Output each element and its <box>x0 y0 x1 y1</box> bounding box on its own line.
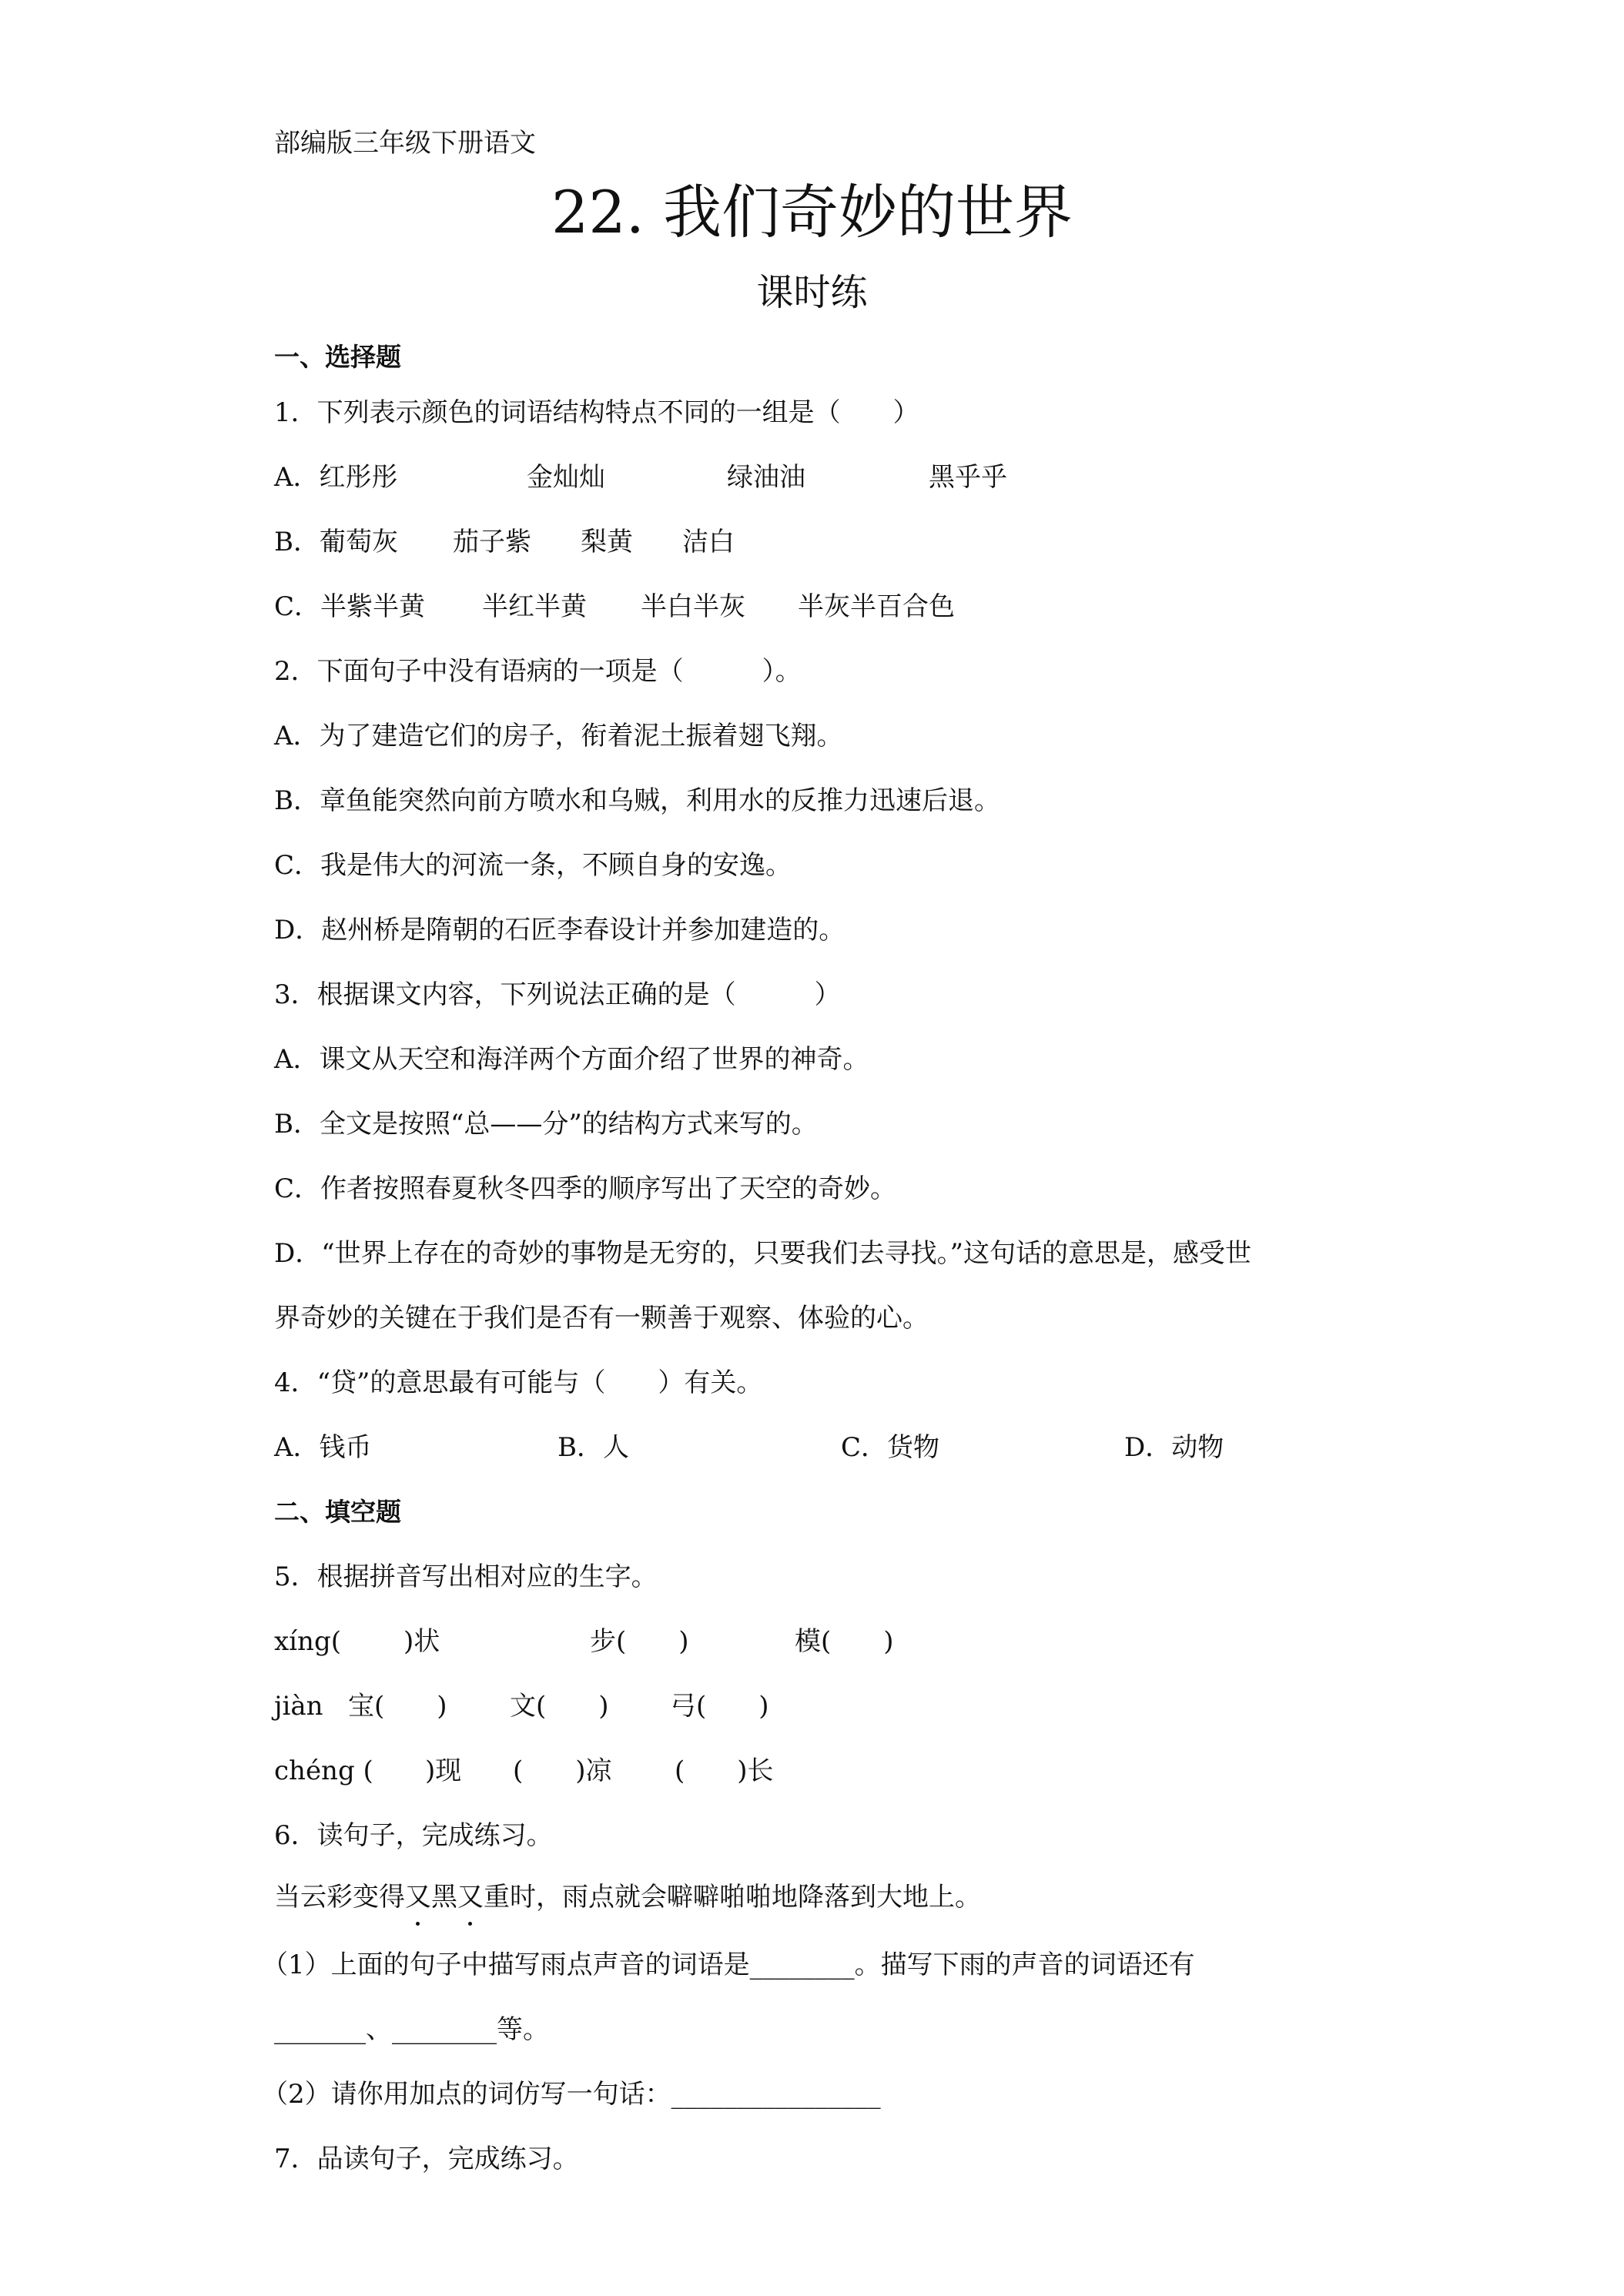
q1-option-c-word4: 半灰半百合色 <box>798 591 955 622</box>
q5-row3-blank2: ( )凉 <box>513 1755 612 1786</box>
q3-option-b: B．全文是按照“总——分”的结构方式来写的。 <box>274 1109 818 1140</box>
q1-option-b: B．葡萄灰 <box>274 527 398 557</box>
q6-sub1-line1: （1）上面的句子中描写雨点声音的词语是________。描写下雨的声音的词语还有 <box>262 1950 1195 1980</box>
q1-option-a-word2: 金灿灿 <box>527 462 605 493</box>
q4-option-b: B．人 <box>558 1432 629 1463</box>
q4-option-c: C．货物 <box>841 1432 940 1463</box>
q1-option-b-word2: 茄子紫 <box>453 527 531 557</box>
q4-option-a: A．钱币 <box>274 1432 372 1463</box>
q6-sub1-line2: _______、________等。 <box>274 2014 549 2045</box>
section-heading-choice: 一、选择题 <box>274 342 401 372</box>
q6-sentence <box>274 1879 981 1916</box>
q6-dotted-word-1: 又 <box>405 1879 431 1916</box>
q6-sentence-pre: 当云彩变得 <box>274 1882 405 1913</box>
grade-label: 部编版三年级下册语文 <box>274 128 536 159</box>
q5-row2-blank1: 宝( ) <box>348 1691 447 1722</box>
q2-option-b: B．章鱼能突然向前方喷水和乌贼，利用水的反推力迅速后退。 <box>274 785 1000 816</box>
q2-option-d: D．赵州桥是隋朝的石匠李春设计并参加建造的。 <box>274 915 845 946</box>
q1-option-a: A．红彤彤 <box>274 462 398 493</box>
q2-option-a: A．为了建造它们的房子，衔着泥土振着翅飞翔。 <box>274 721 843 751</box>
q6-sentence-post: 重时，雨点就会噼噼啪啪地降落到大地上。 <box>484 1882 981 1913</box>
q3-option-d-line1: D．“世界上存在的奇妙的事物是无穷的，只要我们去寻找。”这句话的意思是，感受世 <box>274 1238 1252 1269</box>
q6-dotted-word-2: 又 <box>457 1879 484 1916</box>
q2-option-c: C．我是伟大的河流一条，不顾自身的安逸。 <box>274 850 792 881</box>
q5-row1-blank2: 步( ) <box>590 1626 689 1657</box>
lesson-title: 22. 我们奇妙的世界 <box>551 178 1073 246</box>
q5-row1-blank1: )状 <box>351 1626 440 1657</box>
q1-option-c-word2: 半红半黄 <box>482 591 587 622</box>
q2-stem: 2．下面句子中没有语病的一项是（ ）。 <box>274 656 802 687</box>
q5-row2-pinyin: jiàn <box>274 1691 323 1722</box>
q5-row2-blank2: 文( ) <box>510 1691 609 1722</box>
q3-option-d-line2: 界奇妙的关键在于我们是否有一颗善于观察、体验的心。 <box>274 1303 929 1334</box>
q7-stem: 7．品读句子，完成练习。 <box>274 2144 579 2174</box>
q5-row1-blank3: 模( ) <box>795 1626 894 1657</box>
q1-option-b-word3: 梨黄 <box>581 527 633 557</box>
q6-sub2: （2）请你用加点的词仿写一句话：________________ <box>262 2079 881 2110</box>
q3-stem: 3．根据课文内容，下列说法正确的是（ ） <box>274 979 841 1010</box>
q1-option-b-word4: 洁白 <box>682 527 735 557</box>
q1-option-a-word3: 绿油油 <box>727 462 805 493</box>
q6-sentence-mid: 黑 <box>431 1882 457 1913</box>
emphasis-dot <box>468 1922 472 1926</box>
section-heading-fill: 二、填空题 <box>274 1497 401 1527</box>
q5-row3-pinyin: chéng ( <box>274 1755 373 1786</box>
q1-option-c: C．半紫半黄 <box>274 591 426 622</box>
q3-option-c: C．作者按照春夏秋冬四季的顺序写出了天空的奇妙。 <box>274 1173 897 1204</box>
q4-stem: 4．“贷”的意思最有可能与（ ）有关。 <box>274 1367 763 1398</box>
q3-option-a: A．课文从天空和海洋两个方面介绍了世界的神奇。 <box>274 1044 869 1075</box>
q6-stem: 6．读句子，完成练习。 <box>274 1820 553 1851</box>
q5-row2-blank3: 弓( ) <box>670 1691 769 1722</box>
q5-row3-blank3: ( )长 <box>675 1755 774 1786</box>
q1-option-a-word4: 黑乎乎 <box>929 462 1007 493</box>
q4-option-d: D．动物 <box>1124 1432 1224 1463</box>
lesson-subtitle: 课时练 <box>756 271 868 314</box>
q1-stem: 1．下列表示颜色的词语结构特点不同的一组是（ ） <box>274 397 919 428</box>
q1-option-c-word3: 半白半灰 <box>641 591 745 622</box>
q5-stem: 5．根据拼音写出相对应的生字。 <box>274 1561 658 1592</box>
emphasis-dot <box>416 1922 420 1926</box>
q5-row3-blank1: )现 <box>373 1755 462 1786</box>
q5-row1-pinyin: xíng( <box>274 1626 341 1657</box>
